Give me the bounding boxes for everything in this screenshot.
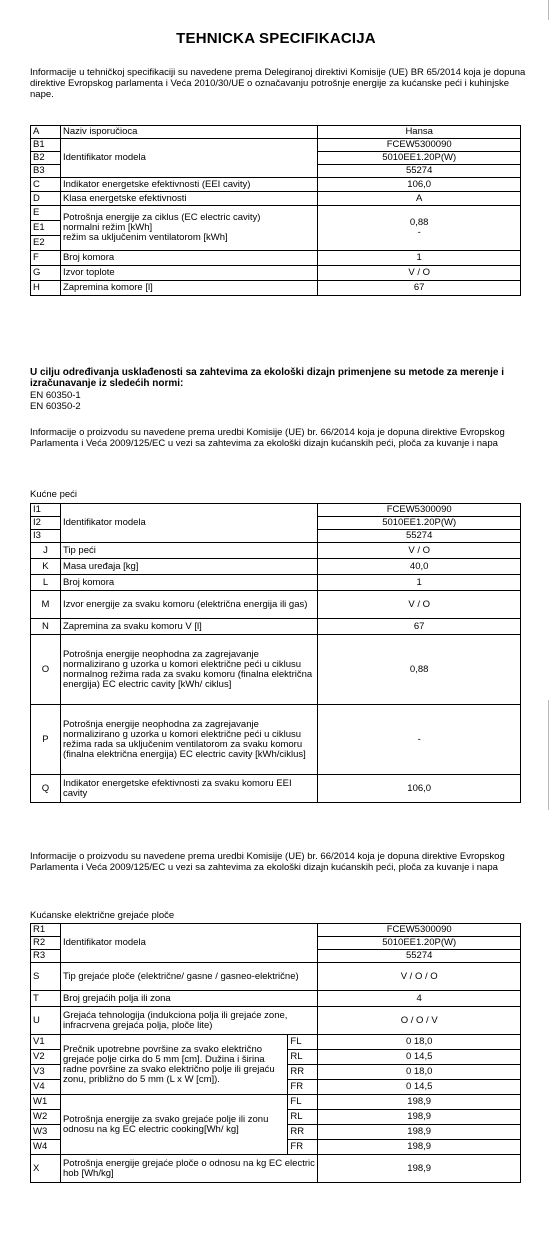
section-heading-hobs: Kućanske električne grejaće ploče — [30, 910, 175, 921]
row-label: Broj komora — [60, 575, 317, 591]
zone-position: FL — [288, 1095, 318, 1110]
row-code: E1 — [31, 221, 61, 236]
row-value: FCEW5300090 — [318, 924, 521, 937]
row-code: E2 — [31, 236, 61, 251]
row-code: W3 — [31, 1125, 61, 1140]
row-value: V / O — [318, 266, 521, 281]
row-label: Indikator energetske efektivnosti za svaku komoru EEI cavity — [60, 775, 317, 803]
row-code: V2 — [31, 1050, 61, 1065]
row-label: Broj grejaćih polja ili zona — [60, 991, 317, 1007]
row-code: W4 — [31, 1140, 61, 1155]
row-code: A — [31, 126, 61, 139]
row-value: V / O — [318, 591, 521, 619]
row-value: 5010EE1.20P(W) — [318, 937, 521, 950]
row-value: 5010EE1.20P(W) — [318, 152, 521, 165]
zone-position: RL — [288, 1050, 318, 1065]
row-code: K — [31, 559, 61, 575]
row-code: R1 — [31, 924, 61, 937]
row-value: 198,9 — [318, 1140, 521, 1155]
row-code: M — [31, 591, 61, 619]
table-row — [31, 1095, 521, 1110]
row-value: 1 — [318, 251, 521, 266]
row-label: Izvor toplote — [60, 266, 317, 281]
table-row — [31, 619, 521, 635]
row-label-line: normalni režim [kWh] — [62, 222, 153, 233]
page-edge-mark — [548, 700, 549, 810]
row-label: Potrošnja energije neophodna za zagrejavanje normalizirano g uzorka u komori električne peći u ciklusu režima rada sa uključenim ventilatorom za svaku komoru (finalna električna energija) EC electric cavity [kWh/ciklus] — [60, 705, 317, 775]
row-label: Masa uređaja [kg] — [60, 559, 317, 575]
row-code: W1 — [31, 1095, 61, 1110]
row-code: V1 — [31, 1035, 61, 1050]
row-label: Grejaća tehnologija (indukciona polja ili grejaće zone, infracrvena grejaća polja, ploče lite) — [60, 1007, 317, 1035]
row-code: O — [31, 635, 61, 705]
row-code: B1 — [31, 139, 61, 152]
table-row — [31, 991, 521, 1007]
row-value: 0,88 — [318, 635, 521, 705]
row-value: 0 18,0 — [318, 1065, 521, 1080]
table-row — [31, 139, 521, 152]
table-row — [31, 575, 521, 591]
table-row — [31, 251, 521, 266]
row-code: G — [31, 266, 61, 281]
row-value: 55274 — [318, 165, 521, 178]
row-label-line: režim sa uključenim ventilatorom [kWh] — [62, 232, 228, 243]
row-value: 106,0 — [318, 775, 521, 803]
row-value: 198,9 — [318, 1155, 521, 1183]
page-title: TEHNICKA SPECIFIKACIJA — [176, 30, 376, 47]
table-row — [31, 1155, 521, 1183]
row-value: 0 18,0 — [318, 1035, 521, 1050]
row-label: Identifikator modela — [60, 924, 317, 963]
norm-2: EN 60350-2 — [30, 401, 81, 412]
row-code: J — [31, 543, 61, 559]
table-row — [31, 963, 521, 991]
row-value: 40,0 — [318, 559, 521, 575]
row-code: V4 — [31, 1080, 61, 1095]
row-code: Q — [31, 775, 61, 803]
spec-table-2 — [30, 503, 521, 803]
row-label: Prečnik upotrebne površine za svako električno grejaće polje cirka do 5 mm [cm]. Dužina i širina radne površine za svako električno polje ili grejaću zonu, približno do 5 mm (L x W [cm]). — [60, 1035, 287, 1095]
row-value-line: - — [417, 227, 421, 238]
row-code: I1 — [31, 504, 61, 517]
zone-position: FR — [288, 1080, 318, 1095]
row-label: Potrošnja energije za svako grejaće polje ili zonu odnosu na kg EC electric cooking[Wh/ kg] — [60, 1095, 287, 1155]
row-code: W2 — [31, 1110, 61, 1125]
row-code: B3 — [31, 165, 61, 178]
row-label: Potrošnja energije neophodna za zagrejavanje normalizirano g uzorka u komori električne peći u ciklusu normalnog režima rada za svaku komoru (finalna električna energija) EC electric cavity [kWh/ ciklus] — [60, 635, 317, 705]
row-label: Indikator energetske efektivnosti (EEI cavity) — [60, 178, 317, 192]
norms-heading: U cilju određivanja usklađenosti sa zahtevima za ekološki dizajn primenjene su metode za merenje i izračunavanje iz sledećih normi: — [30, 367, 505, 389]
spec-table-3 — [30, 923, 521, 1183]
table-row — [31, 775, 521, 803]
row-code: F — [31, 251, 61, 266]
row-value: 55274 — [318, 950, 521, 963]
row-value: 106,0 — [318, 178, 521, 192]
table-row — [31, 635, 521, 705]
row-label: Naziv isporučioca — [60, 126, 317, 139]
row-label: Zapremina za svaku komoru V [l] — [60, 619, 317, 635]
row-value: V / O / O — [318, 963, 521, 991]
row-label: Identifikator modela — [60, 139, 317, 178]
row-code: S — [31, 963, 61, 991]
table-row — [31, 206, 521, 221]
table-row — [31, 178, 521, 192]
row-value: 198,9 — [318, 1125, 521, 1140]
table-row — [31, 192, 521, 206]
row-label: Tip grejaće ploče (električne/ gasne / gasneo-električne) — [60, 963, 317, 991]
row-value: FCEW5300090 — [318, 139, 521, 152]
row-value: 67 — [318, 281, 521, 296]
table-row — [31, 1035, 521, 1050]
row-value: A — [318, 192, 521, 206]
table-row — [31, 705, 521, 775]
table-row — [31, 543, 521, 559]
row-code: D — [31, 192, 61, 206]
table-row — [31, 559, 521, 575]
page-edge-mark — [548, 0, 549, 20]
row-value: 198,9 — [318, 1095, 521, 1110]
row-code: H — [31, 281, 61, 296]
row-label — [60, 206, 317, 251]
row-code: R2 — [31, 937, 61, 950]
row-value: 4 — [318, 991, 521, 1007]
row-label: Broj komora — [60, 251, 317, 266]
row-value: V / O — [318, 543, 521, 559]
row-code: E — [31, 206, 61, 221]
row-label: Klasa energetske efektivnosti — [60, 192, 317, 206]
row-value: 1 — [318, 575, 521, 591]
row-value: Hansa — [318, 126, 521, 139]
row-code: T — [31, 991, 61, 1007]
row-value: 0 14,5 — [318, 1080, 521, 1095]
row-code: V3 — [31, 1065, 61, 1080]
row-code: P — [31, 705, 61, 775]
row-value: 198,9 — [318, 1110, 521, 1125]
row-code: N — [31, 619, 61, 635]
row-label: Zapremina komore [l] — [60, 281, 317, 296]
table-row — [31, 504, 521, 517]
row-code: U — [31, 1007, 61, 1035]
row-label: Izvor energije za svaku komoru (električna energija ili gas) — [60, 591, 317, 619]
info-paragraph-3: Informacije o proizvodu su navedene prema uredbi Komisije (UE) br. 66/2014 koja je dopuna direktive Evropskog Parlamenta i Veća 2009/125/EC u vezi sa zahtevima za ekološki dizajn kućanskih peći, ploča za kuvanje i napa — [30, 851, 505, 873]
norm-1: EN 60350-1 — [30, 390, 81, 401]
row-label: Potrošnja energije grejaće ploče o odnosu na kg EC electric hob [Wh/kg] — [60, 1155, 317, 1183]
row-label: Tip peći — [60, 543, 317, 559]
row-value: 55274 — [318, 530, 521, 543]
row-value: 5010EE1.20P(W) — [318, 517, 521, 530]
row-value: - — [318, 705, 521, 775]
row-value — [318, 206, 521, 251]
row-code: I2 — [31, 517, 61, 530]
row-value: 0 14,5 — [318, 1050, 521, 1065]
spec-table-1 — [30, 125, 521, 296]
table-row — [31, 281, 521, 296]
row-code: L — [31, 575, 61, 591]
row-code: C — [31, 178, 61, 192]
row-value-line: 0,88 — [409, 217, 429, 228]
zone-position: FL — [288, 1035, 318, 1050]
row-code: I3 — [31, 530, 61, 543]
table-row — [31, 266, 521, 281]
intro-paragraph: Informacije u tehničkoj specifikaciji su navedene prema Delegiranoj direktivi Komisije (UE) BR 65/2014 koja je dopuna direktive Evropskog parlamenta i Veća 2010/30/UE o označavanju potrošnje energije za kućanske peći i kuhinjske nape. — [30, 67, 526, 100]
row-code: R3 — [31, 950, 61, 963]
table-row — [31, 126, 521, 139]
table-row — [31, 1007, 521, 1035]
row-value: FCEW5300090 — [318, 504, 521, 517]
zone-position: RR — [288, 1065, 318, 1080]
row-label: Identifikator modela — [60, 504, 317, 543]
table-row — [31, 591, 521, 619]
row-code: B2 — [31, 152, 61, 165]
info-paragraph-2: Informacije o proizvodu su navedene prema uredbi Komisije (UE) br. 66/2014 koja je dopuna direktive Evropskog Parlamenta i Veća 2009/125/EC u vezi sa zahtevima za ekološki dizajn kućanskih peći, ploča za kuvanje i napa — [30, 427, 505, 449]
zone-position: RL — [288, 1110, 318, 1125]
row-value: O / O / V — [318, 1007, 521, 1035]
zone-position: RR — [288, 1125, 318, 1140]
table-row — [31, 924, 521, 937]
row-code: X — [31, 1155, 61, 1183]
section-heading-ovens: Kućne peći — [30, 489, 78, 500]
row-value: 67 — [318, 619, 521, 635]
zone-position: FR — [288, 1140, 318, 1155]
row-label-line: Potrošnja energije za ciklus (EC electric cavity) — [62, 212, 261, 223]
